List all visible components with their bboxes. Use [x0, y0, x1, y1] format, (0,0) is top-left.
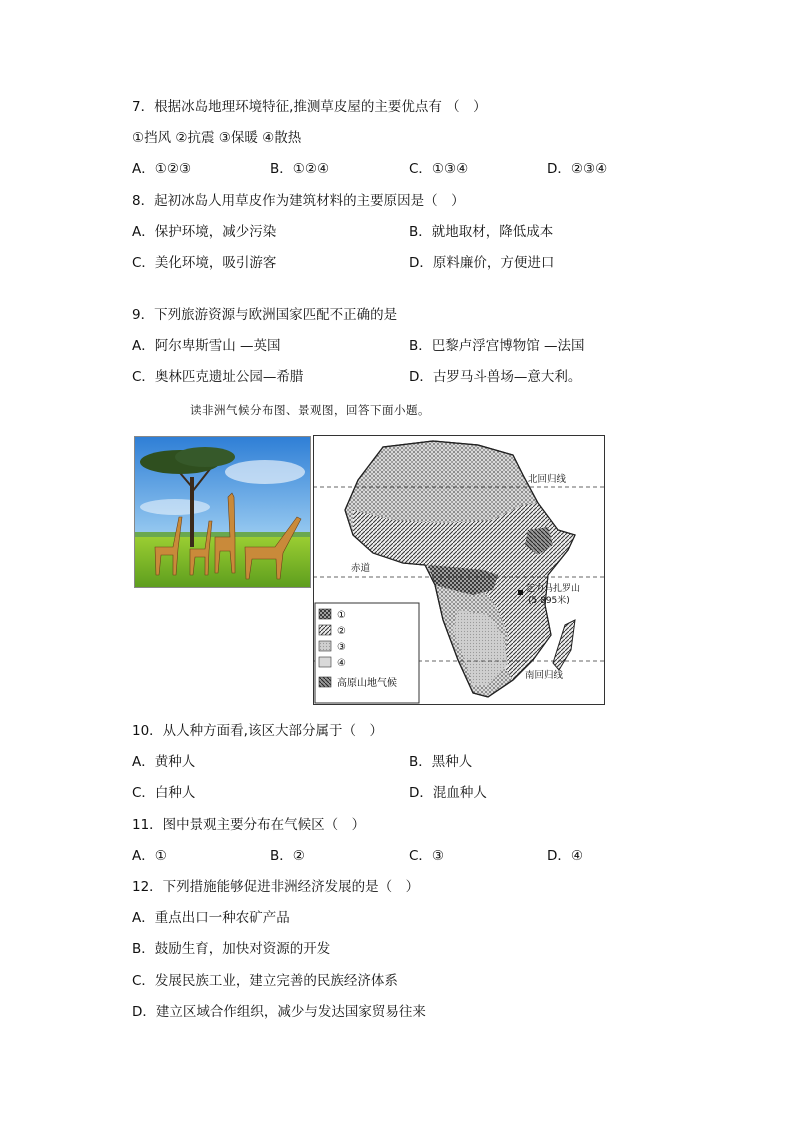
q7-stem: 7．根据冰岛地理环境特征,推测草皮屋的主要优点有 （ ） — [132, 99, 487, 115]
q12-stem: 12．下列措施能够促进非洲经济发展的是（ ） — [132, 879, 420, 895]
q7-items: ①挡风 ②抗震 ③保暖 ④散热 — [132, 130, 302, 146]
q7-option-c: C．①③④ — [409, 161, 469, 177]
q10-stem: 10．从人种方面看,该区大部分属于（ ） — [132, 723, 383, 739]
q11-option-b: B．② — [270, 848, 305, 864]
legend-item-1: ① — [337, 610, 346, 621]
q8-option-d: D．原料廉价，方便进口 — [409, 255, 555, 271]
q9-option-d: D．古罗马斗兽场—意大利。 — [409, 369, 582, 385]
q11-option-d: D．④ — [547, 848, 583, 864]
legend-item-3: ③ — [337, 642, 346, 653]
q12-option-c: C．发展民族工业，建立完善的民族经济体系 — [132, 973, 398, 989]
q12-option-b: B．鼓励生育，加快对资源的开发 — [132, 941, 331, 957]
q11-option-a: A．① — [132, 848, 167, 864]
q8-option-a: A．保护环境，减少污染 — [132, 224, 277, 240]
q10-option-b: B．黑种人 — [409, 754, 473, 770]
q8-option-b: B．就地取材，降低成本 — [409, 224, 554, 240]
figure-caption: 读非洲气候分布图、景观图，回答下面小题。 — [190, 403, 430, 417]
legend-item-2: ② — [337, 626, 346, 637]
kilimanjaro-height-label: (5 895米) — [528, 596, 570, 606]
africa-climate-map — [313, 435, 605, 705]
q9-stem: 9．下列旅游资源与欧洲国家匹配不正确的是 — [132, 307, 398, 323]
q11-stem: 11．图中景观主要分布在气候区（ ） — [132, 817, 366, 833]
q7-option-a: A．①②③ — [132, 161, 192, 177]
legend-item-highland: 高原山地气候 — [337, 678, 397, 689]
north-tropic-label: 北回归线 — [528, 474, 567, 485]
kilimanjaro-label: 乞力马扎罗山 — [526, 584, 581, 594]
savanna-giraffe-photo — [134, 436, 311, 588]
q10-option-d: D．混血种人 — [409, 785, 487, 801]
q10-option-a: A．黄种人 — [132, 754, 196, 770]
q11-option-c: C．③ — [409, 848, 445, 864]
q10-option-c: C．白种人 — [132, 785, 196, 801]
q12-option-d: D．建立区域合作组织，减少与发达国家贸易往来 — [132, 1004, 426, 1020]
q12-option-a: A．重点出口一种农矿产品 — [132, 910, 290, 926]
q7-option-b: B．①②④ — [270, 161, 330, 177]
q8-stem: 8．起初冰岛人用草皮作为建筑材料的主要原因是（ ） — [132, 193, 465, 209]
q9-option-b: B．巴黎卢浮宫博物馆 —法国 — [409, 338, 585, 354]
equator-label: 赤道 — [351, 563, 371, 574]
q8-option-c: C．美化环境，吸引游客 — [132, 255, 277, 271]
south-tropic-label: 南回归线 — [525, 670, 564, 681]
q9-option-c: C．奥林匹克遗址公园—希腊 — [132, 369, 304, 385]
q7-option-d: D．②③④ — [547, 161, 608, 177]
q9-option-a: A．阿尔卑斯雪山 —英国 — [132, 338, 281, 354]
legend-item-4: ④ — [337, 658, 346, 669]
